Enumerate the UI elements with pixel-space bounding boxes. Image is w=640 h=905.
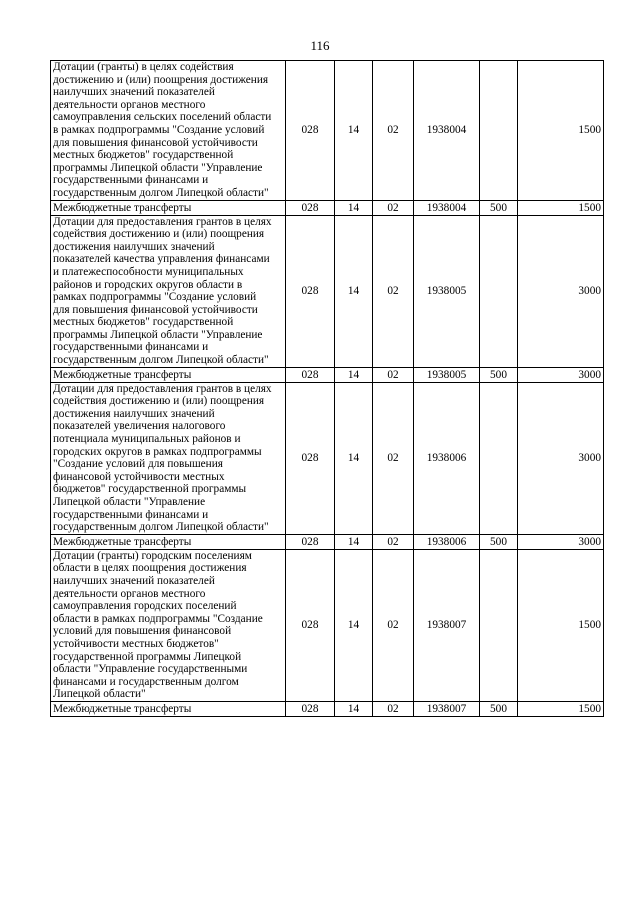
description-line: государственной программы Липецкой	[53, 650, 242, 663]
description-line: в рамках подпрограммы "Создание условий	[53, 123, 265, 136]
page-number: 116	[310, 38, 330, 53]
ministry-code-cell: 028	[286, 367, 335, 382]
description-cell	[51, 534, 286, 549]
description-line: местных бюджетов" государственной	[53, 149, 234, 162]
section-cell: 14	[335, 701, 373, 716]
table-row	[51, 61, 604, 201]
description-line: бюджетов" государственной программы	[53, 483, 247, 496]
amount-cell: 1500	[518, 549, 604, 701]
subsection-cell: 02	[373, 61, 414, 201]
description-line: государственными финансами и	[53, 174, 209, 187]
description-line: Межбюджетные трансферты	[53, 702, 192, 715]
expense-type-cell: 500	[480, 534, 518, 549]
description-line: области "Управление государственными	[53, 663, 248, 676]
description-line: Дотации для предоставления грантов в целях	[53, 215, 272, 228]
amount-cell: 3000	[518, 382, 604, 534]
description-line: наилучших значений показателей	[53, 574, 215, 587]
description-line: государственным долгом Липецкой области"	[53, 521, 269, 534]
description-line: показателей качества управления финансами	[53, 253, 270, 266]
ministry-code-cell: 028	[286, 215, 335, 367]
expense-type-cell: 500	[480, 701, 518, 716]
subsection-cell: 02	[373, 200, 414, 215]
ministry-code-cell: 028	[286, 61, 335, 201]
description-line: программы Липецкой области "Управление	[53, 328, 263, 341]
description-line: Дотации (гранты) городским поселениям	[53, 549, 252, 562]
description-line: государственными финансами и	[53, 508, 209, 521]
expense-type-cell	[480, 382, 518, 534]
description-line: Межбюджетные трансферты	[53, 201, 192, 214]
amount-cell: 1500	[518, 61, 604, 201]
description-line: содействия достижению и (или) поощрения	[53, 395, 265, 408]
subsection-cell: 02	[373, 215, 414, 367]
description-cell	[51, 61, 286, 201]
description-line: государственным долгом Липецкой области"	[53, 354, 269, 367]
expense-type-cell: 500	[480, 367, 518, 382]
description-cell	[51, 215, 286, 367]
description-line: области в целях поощрения достижения	[53, 562, 247, 575]
transfer-row	[51, 367, 604, 382]
transfer-row	[51, 534, 604, 549]
ministry-code-cell: 028	[286, 549, 335, 701]
amount-cell: 3000	[518, 534, 604, 549]
description-cell	[51, 367, 286, 382]
description-line: рамках подпрограммы "Создание условий	[53, 291, 257, 304]
section-cell: 14	[335, 367, 373, 382]
description-line: деятельности органов местного	[53, 98, 206, 111]
table-row	[51, 215, 604, 367]
subsection-cell: 02	[373, 367, 414, 382]
description-line: достижению и (или) поощрения достижения	[53, 73, 269, 86]
ministry-code-cell: 028	[286, 200, 335, 215]
transfer-row	[51, 701, 604, 716]
section-cell: 14	[335, 534, 373, 549]
section-cell: 14	[335, 215, 373, 367]
table-body	[51, 61, 604, 717]
budget-table	[50, 60, 604, 717]
subsection-cell: 02	[373, 382, 414, 534]
description-line: финансовой устойчивости местных	[53, 470, 225, 483]
target-article-cell: 1938004	[414, 200, 480, 215]
target-article-cell: 1938005	[414, 367, 480, 382]
amount-cell: 3000	[518, 215, 604, 367]
description-line: самоуправления сельских поселений области	[53, 111, 272, 124]
section-cell: 14	[335, 61, 373, 201]
ministry-code-cell: 028	[286, 382, 335, 534]
description-line: достижения наилучших значений	[53, 240, 215, 253]
section-cell: 14	[335, 200, 373, 215]
amount-cell: 3000	[518, 367, 604, 382]
amount-cell: 1500	[518, 701, 604, 716]
ministry-code-cell: 028	[286, 534, 335, 549]
description-line: условий для повышения финансовой	[53, 625, 232, 638]
description-cell	[51, 382, 286, 534]
target-article-cell: 1938005	[414, 215, 480, 367]
description-line: устойчивости местных бюджетов"	[53, 637, 219, 650]
description-line: потенциала муниципальных районов и	[53, 433, 241, 446]
target-article-cell: 1938006	[414, 534, 480, 549]
transfer-row	[51, 200, 604, 215]
description-line: самоуправления городских поселений	[53, 600, 237, 613]
expense-type-cell	[480, 61, 518, 201]
description-line: Липецкой области"	[53, 688, 146, 701]
description-line: содействия достижению и (или) поощрения	[53, 228, 265, 241]
description-line: достижения наилучших значений	[53, 407, 215, 420]
description-line: городских округов в рамках подпрограммы	[53, 445, 262, 458]
table-row	[51, 549, 604, 701]
description-line: государственным долгом Липецкой области"	[53, 186, 269, 199]
description-line: Межбюджетные трансферты	[53, 368, 192, 381]
description-line: и платежеспособности муниципальных	[53, 265, 244, 278]
description-line: программы Липецкой области "Управление	[53, 161, 263, 174]
amount-cell: 1500	[518, 200, 604, 215]
subsection-cell: 02	[373, 534, 414, 549]
subsection-cell: 02	[373, 701, 414, 716]
description-line: районов и городских округов области в	[53, 278, 243, 291]
description-line: Дотации для предоставления грантов в целях	[53, 382, 272, 395]
description-line: "Создание условий для повышения	[53, 458, 223, 471]
target-article-cell: 1938007	[414, 701, 480, 716]
ministry-code-cell: 028	[286, 701, 335, 716]
expense-type-cell	[480, 215, 518, 367]
description-line: Межбюджетные трансферты	[53, 535, 192, 548]
description-line: государственными финансами и	[53, 341, 209, 354]
description-line: показателей увеличения налогового	[53, 420, 226, 433]
description-line: Дотации (гранты) в целях содействия	[53, 61, 234, 73]
description-line: для повышения финансовой устойчивости	[53, 136, 258, 149]
target-article-cell: 1938007	[414, 549, 480, 701]
target-article-cell: 1938006	[414, 382, 480, 534]
description-cell	[51, 200, 286, 215]
section-cell: 14	[335, 549, 373, 701]
description-cell	[51, 549, 286, 701]
description-cell	[51, 701, 286, 716]
table-row	[51, 382, 604, 534]
expense-type-cell: 500	[480, 200, 518, 215]
subsection-cell: 02	[373, 549, 414, 701]
description-line: наилучших значений показателей	[53, 86, 215, 99]
description-line: для повышения финансовой устойчивости	[53, 303, 258, 316]
description-line: местных бюджетов" государственной	[53, 316, 234, 329]
expense-type-cell	[480, 549, 518, 701]
description-line: деятельности органов местного	[53, 587, 206, 600]
description-line: области в рамках подпрограммы "Создание	[53, 612, 263, 625]
target-article-cell: 1938004	[414, 61, 480, 201]
description-line: финансами и государственным долгом	[53, 675, 239, 688]
section-cell: 14	[335, 382, 373, 534]
description-line: Липецкой области "Управление	[53, 496, 206, 508]
